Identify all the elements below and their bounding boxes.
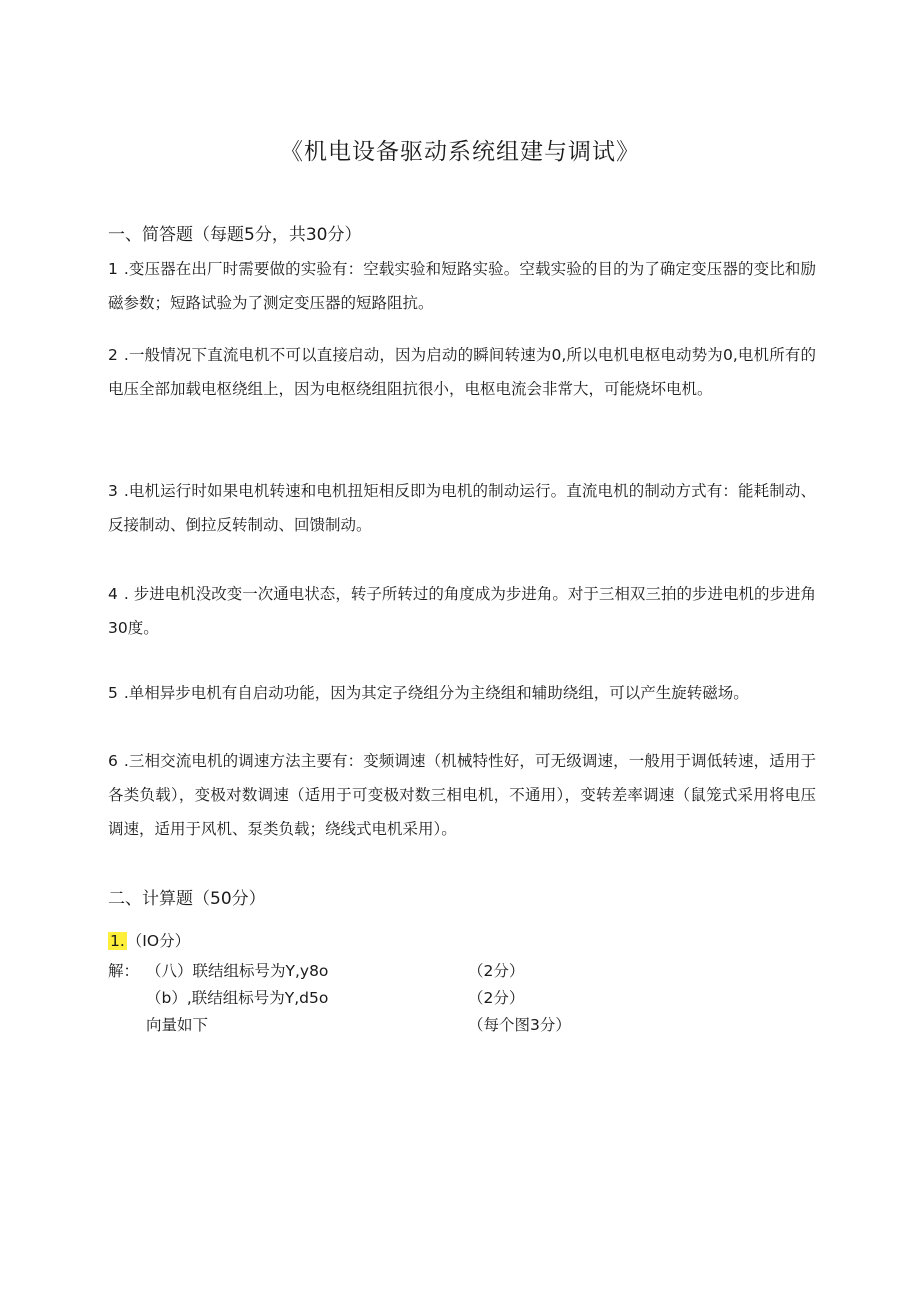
question-text: . 步进电机没改变一次通电状态，转子所转过的角度成为步进角。对于三相双三拍的步进电机的步进角30度。 [108, 585, 816, 637]
highlighted-question-number: 1. [110, 932, 125, 950]
solution-label: 解： [108, 962, 140, 980]
question-number: 4 [108, 585, 118, 603]
question-text: .变压器在出厂时需要做的实验有：空载实验和短路实验。空载实验的目的为了确定变压器的变比和励磁参数；短路试验为了测定变压器的短路阻抗。 [108, 260, 816, 312]
document-title: 《机电设备驱动系统组建与调试》 [280, 139, 640, 165]
question-text: .单相异步电机有自启动功能，因为其定子绕组分为主绕组和辅助绕组，可以产生旋转磁场。 [123, 684, 749, 702]
question-number: 2 [108, 346, 118, 364]
question-item-6 [108, 744, 816, 846]
question-number: 3 [108, 482, 118, 500]
question-number: 5 [108, 684, 118, 702]
question-item-4 [108, 577, 816, 645]
solution-line-a-points: （2分） [468, 962, 525, 980]
section-heading-calculation: 二、计算题（50分） [108, 889, 266, 909]
solution-line-b: （b）,联结组标号为Y,d5o [146, 989, 329, 1007]
solution-line-c: 向量如下 [146, 1016, 209, 1034]
question-text: .电机运行时如果电机转速和电机扭矩相反即为电机的制动运行。直流电机的制动方式有：能耗制动、反接制动、倒拉反转制动、回馈制动。 [108, 482, 816, 534]
question-text: .一般情况下直流电机不可以直接启动，因为启动的瞬间转速为0,所以电机电枢电动势为0,电机所有的电压全部加载电枢绕组上，因为电枢绕组阻抗很小，电枢电流会非常大，可能烧坏电机。 [108, 346, 816, 398]
section-heading-short-answer: 一、简答题（每题5分，共30分） [108, 225, 362, 245]
question-item-5 [108, 676, 816, 710]
question-number: 1 [108, 260, 118, 278]
solution-line-a: （八）联结组标号为Y,y8o [146, 962, 329, 980]
question-points: （IO分） [126, 932, 191, 950]
question-item-3 [108, 474, 816, 542]
calc-question-1 [108, 929, 190, 951]
question-text: .三相交流电机的调速方法主要有：变频调速（机械特性好，可无级调速，一般用于调低转速，适用于各类负载），变极对数调速（适用于可变极对数三相电机，不通用），变转差率调速（鼠笼式采用将电压调速，适用于风机、泵类负载；绕线式电机采用）。 [108, 752, 816, 838]
question-item-2 [108, 338, 816, 406]
solution-line-b-points: （2分） [468, 989, 525, 1007]
solution-line-c-points: （每个图3分） [468, 1016, 571, 1034]
question-number: 6 [108, 752, 118, 770]
question-item-1 [108, 252, 816, 320]
